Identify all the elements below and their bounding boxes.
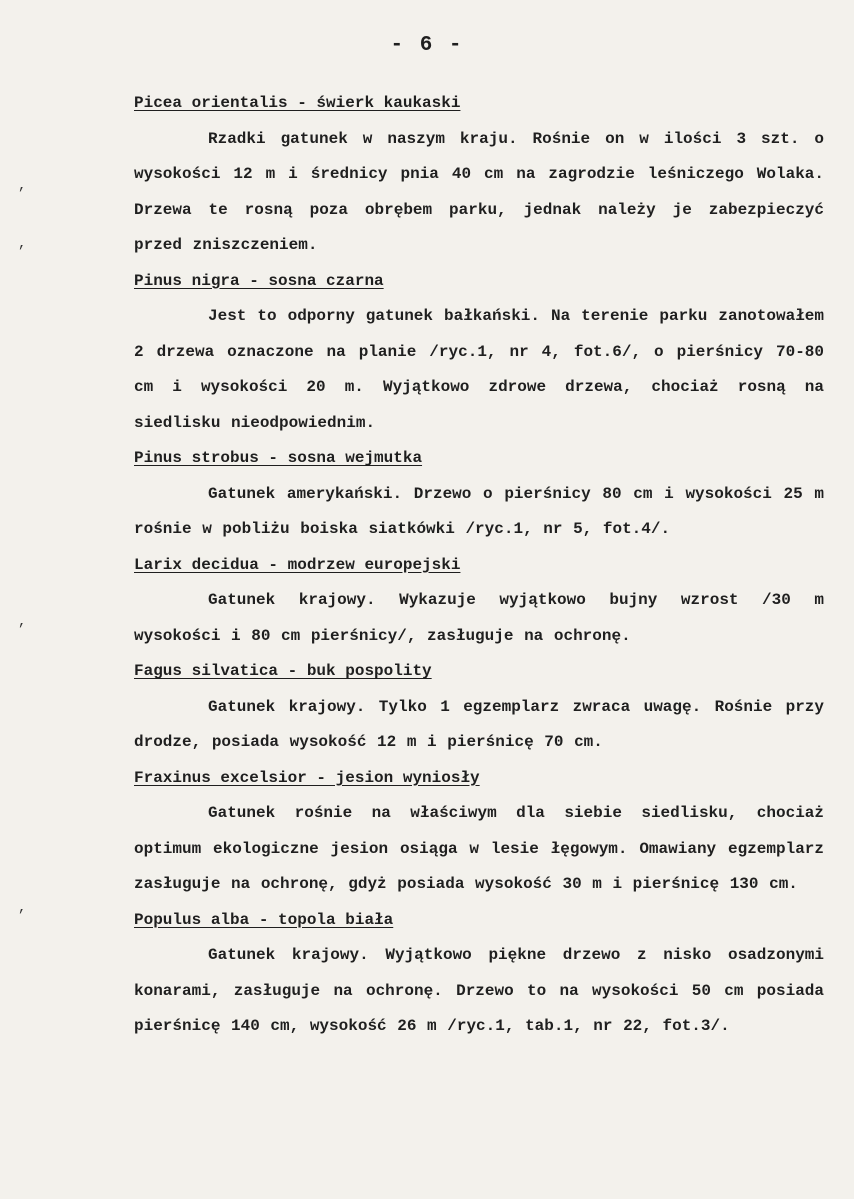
section-picea-orientalis (134, 86, 824, 264)
section-pinus-strobus (134, 441, 824, 548)
section-populus-alba (134, 903, 824, 1045)
section-paragraph: Gatunek krajowy. Wykazuje wyjątkowo bujny wzrost /30 m wysokości i 80 cm pierśnicy/, zasługuje na ochronę. (134, 591, 824, 645)
section-paragraph: Gatunek amerykański. Drzewo o pierśnicy 80 cm i wysokości 25 m rośnie w pobliżu boiska siatkówki /ryc.1, nr 5, fot.4/. (134, 484, 824, 538)
section-paragraph: Gatunek krajowy. Tylko 1 egzemplarz zwraca uwagę. Rośnie przy drodze, posiada wysokość 12 m i pierśnicę 70 cm. (134, 697, 824, 751)
document-body (134, 86, 824, 1045)
section-fraxinus-excelsior (134, 761, 824, 903)
section-heading: Fraxinus excelsior - jesion wyniosły (134, 768, 480, 787)
section-heading: Pinus strobus - sosna wejmutka (134, 449, 423, 467)
margin-mark: , (18, 614, 27, 630)
section-heading: Picea orientalis - świerk kaukaski (134, 94, 461, 112)
section-pinus-nigra (134, 264, 824, 442)
page-number: - 6 - (390, 34, 464, 57)
section-paragraph: Gatunek krajowy. Wyjątkowo piękne drzewo z nisko osadzonymi konarami, zasługuje na ochronę. Drzewo to na wysokości 50 cm posiada pierśnicę 140 cm, wysokość 26 m /ryc.1, tab.1, nr 22, fot.3/. (134, 946, 824, 1035)
section-paragraph: Gatunek rośnie na właściwym dla siebie siedlisku, chociaż optimum ekologiczne jesion osiąga w lesie łęgowym. Omawiany egzemplarz zasługuje na ochronę, gdyż posiada wysokość 30 m i pierśnicę 130 cm. (134, 804, 824, 893)
section-heading: Pinus nigra - sosna czarna (134, 271, 384, 290)
margin-mark: , (18, 900, 27, 916)
section-larix-decidua (134, 548, 824, 655)
section-paragraph: Rzadki gatunek w naszym kraju. Rośnie on w ilości 3 szt. o wysokości 12 m i średnicy pnia 40 cm na zagrodzie leśniczego Wolaka. Drzewa te rosną poza obrębem parku, jednak należy je zabezpieczyć przed zniszczeniem. (134, 129, 824, 254)
margin-mark: , (18, 178, 27, 194)
section-fagus-silvatica (134, 654, 824, 761)
margin-mark: , (18, 236, 27, 252)
section-heading: Larix decidua - modrzew europejski (134, 555, 461, 574)
section-heading: Populus alba - topola biała (134, 910, 394, 929)
section-heading: Fagus silvatica - buk pospolity (134, 662, 432, 680)
section-paragraph: Jest to odporny gatunek bałkański. Na terenie parku zanotowałem 2 drzewa oznaczone na planie /ryc.1, nr 4, fot.6/, o pierśnicy 70-80 cm i wysokości 20 m. Wyjątkowo zdrowe drzewa, chociaż rosną na siedlisku nieodpowiednim. (134, 307, 824, 432)
